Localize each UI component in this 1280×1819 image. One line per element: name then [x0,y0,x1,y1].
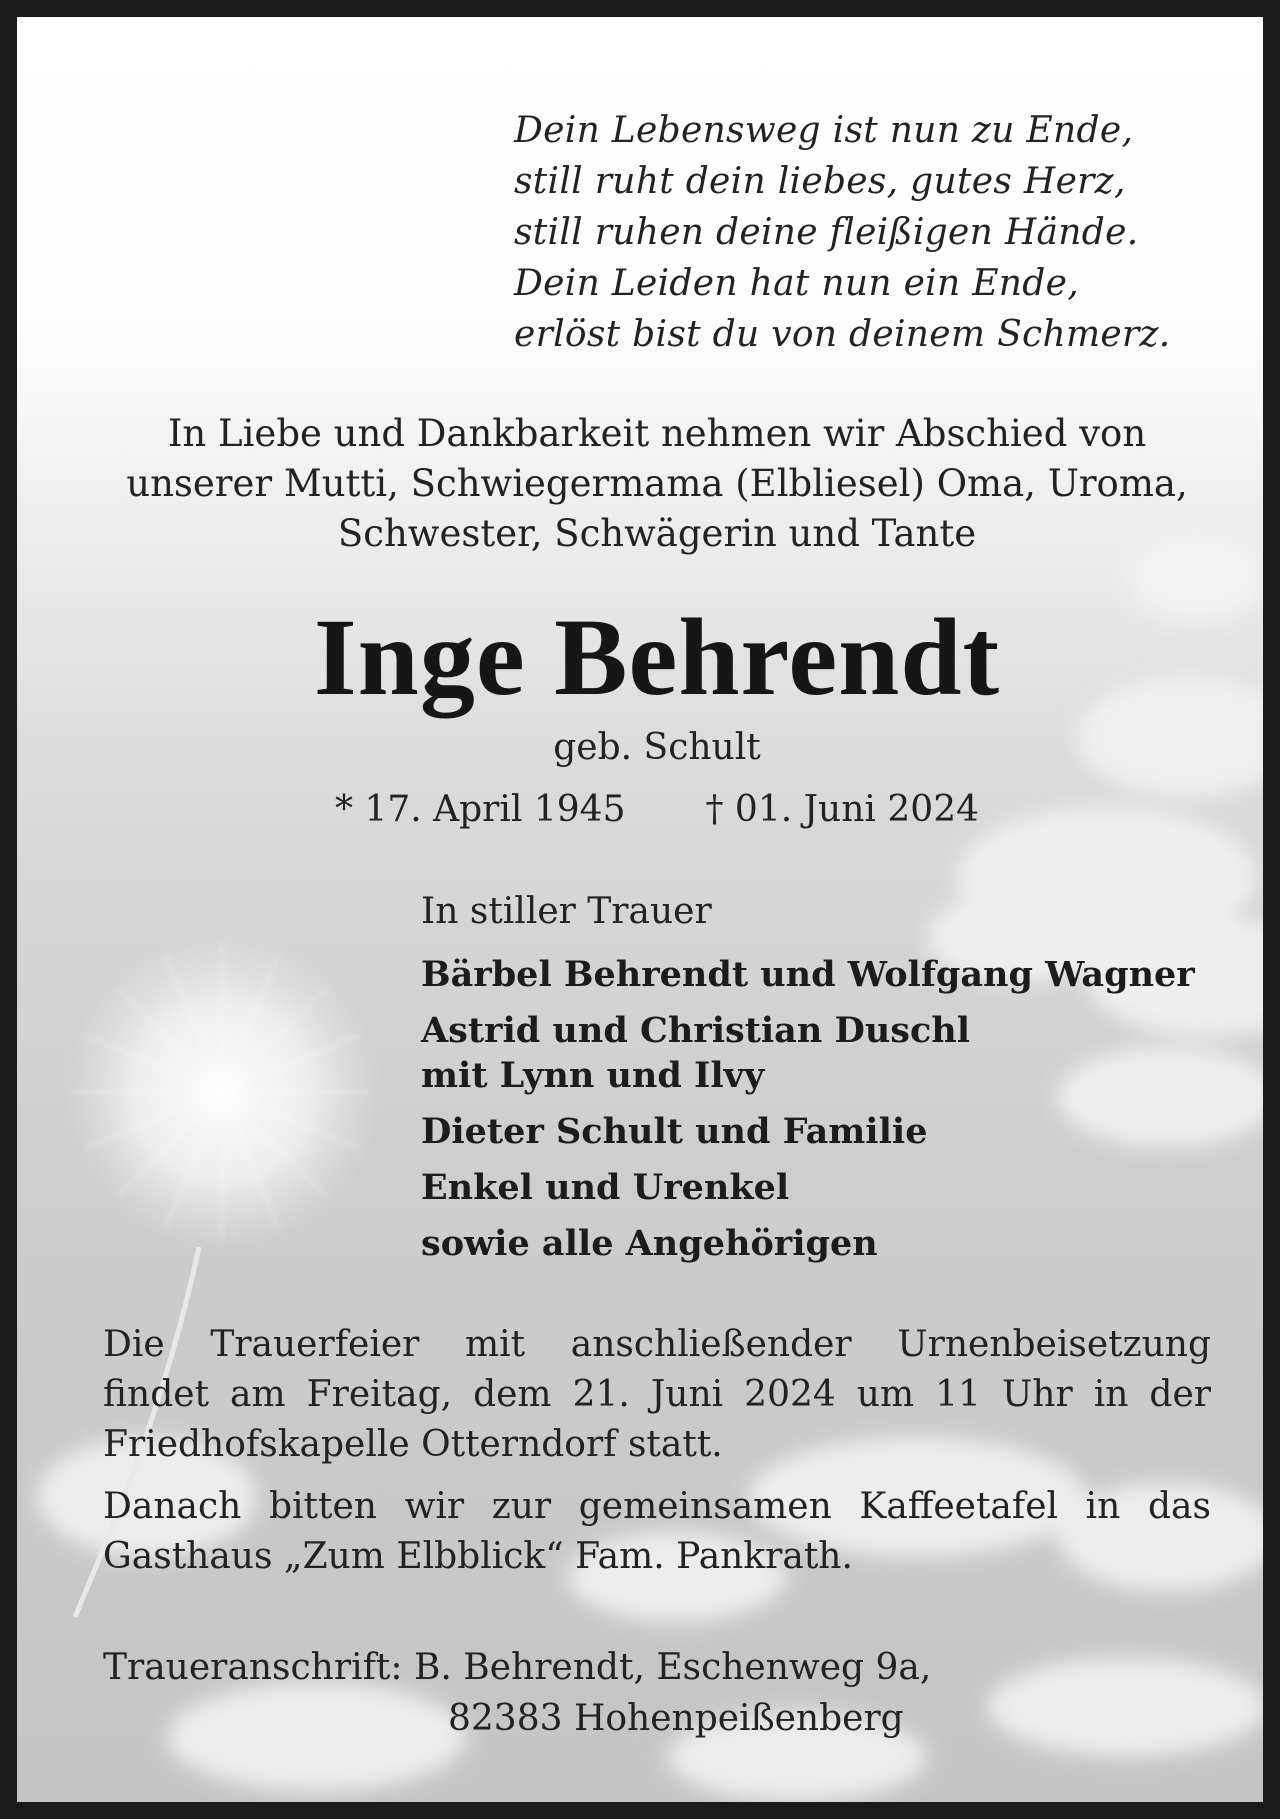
poem-line: still ruhen deine fleißigen Hände. [514,212,1139,253]
mourner-entry [421,1109,1195,1154]
reception-line: Danach bitten wir zur gemeinsamen Kaffeetafel in das [103,1486,1211,1527]
poem-line: still ruht dein liebes, gutes Herz, [514,161,1126,202]
mourner-entry [421,1008,1195,1098]
poem-line: erlöst bist du von deinem Schmerz. [514,314,1171,355]
poem [514,105,1171,360]
address-line: 82383 Hohenpeißenberg [448,1698,904,1739]
farewell-intro [77,409,1237,559]
ceremony-line: Friedhofskapelle Otterndorf statt. [103,1424,723,1465]
ceremony-paragraph [103,1320,1211,1470]
mourner-line: mit Lynn und Ilvy [421,1055,765,1096]
mourner-line: sowie alle Angehörigen [421,1223,878,1264]
address-line: Traueranschrift: B. Behrendt, Eschenweg 9a, [103,1647,932,1688]
intro-line: unserer Mutti, Schwiegermama (Elbliesel) Oma, Uroma, [126,462,1188,505]
birth-date: * 17. April 1945 [335,789,626,830]
mourner-line: Astrid und Christian Duschl [421,1010,971,1051]
birth-name: geb. Schult [553,727,761,768]
mourner-line: Enkel und Urenkel [421,1167,790,1208]
ceremony-line: Die Trauerfeier mit anschließender Urnenbeisetzung [103,1324,1211,1365]
mourner-entry [421,952,1195,997]
mourner-line: Dieter Schult und Familie [421,1111,928,1152]
deceased-name: Inge Behrendt [313,596,1001,718]
mourner-entry [421,1165,1195,1210]
poem-line: Dein Leiden hat nun ein Ende, [514,263,1079,304]
death-date: † 01. Juni 2024 [705,789,979,830]
mourner-line: Bärbel Behrendt und Wolfgang Wagner [421,954,1195,995]
reception-line: Gasthaus „Zum Elbblick“ Fam. Pankrath. [103,1536,853,1577]
mourners-list [421,952,1195,1277]
mourning-address [103,1642,931,1744]
reception-paragraph [103,1482,1211,1582]
ceremony-info [103,1320,1211,1594]
intro-line: Schwester, Schwägerin und Tante [337,512,977,555]
poem-line: Dein Lebensweg ist nun zu Ende, [514,110,1134,151]
mourning-label: In stiller Trauer [421,891,712,932]
ceremony-line: findet am Freitag, dem 21. Juni 2024 um 11 Uhr in der [103,1374,1211,1415]
intro-line: In Liebe und Dankbarkeit nehmen wir Abschied von [167,412,1147,455]
mourner-entry [421,1221,1195,1266]
obituary-content [17,17,1280,1819]
life-dates [17,787,1280,833]
